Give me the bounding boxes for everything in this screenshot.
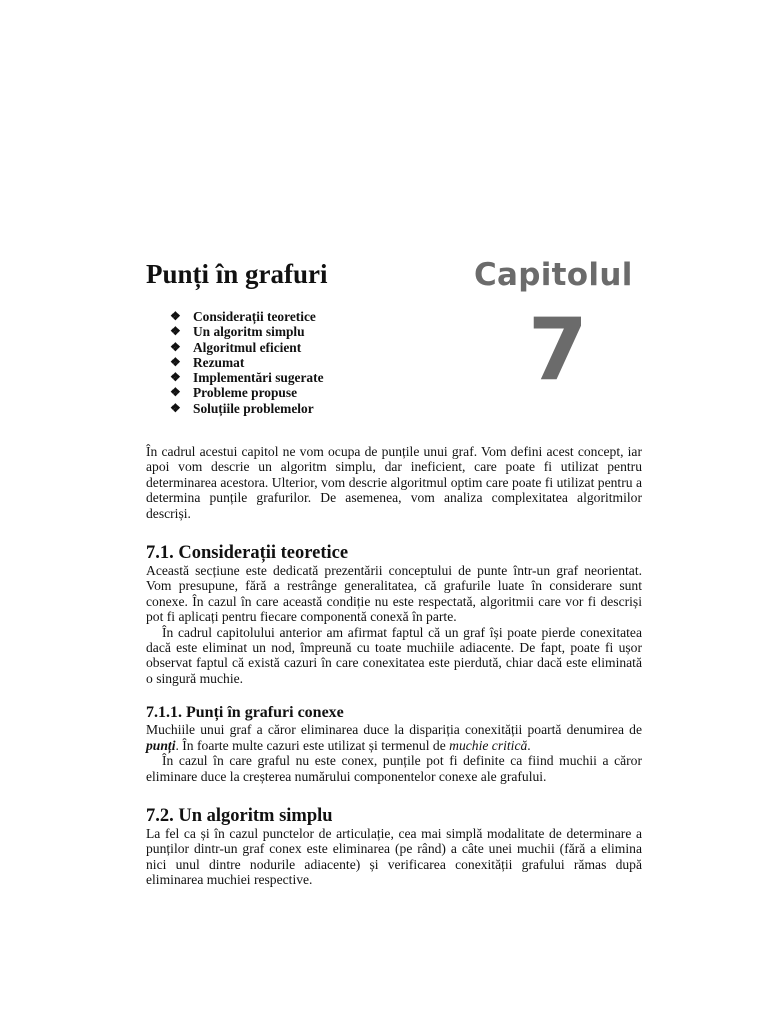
chapter-number: 7 xyxy=(528,300,588,400)
section-7-1-paragraph-1: Această secțiune este dedicată prezentării conceptului de punte într-un graf neorientat. Vom presupune, fără a restrânge generalitatea, că grafurile luate în considerare sunt conexe. În cazul în care această condiție nu este respectată, algoritmii care vor fi descriși pot fi aplicați pentru fiecare componentă conexă în parte. xyxy=(146,563,642,625)
diamond-bullet-icon: ❖ xyxy=(170,385,181,400)
toc-item xyxy=(170,309,324,324)
chapter-contents-list xyxy=(170,309,324,416)
toc-item xyxy=(170,370,324,385)
toc-item xyxy=(170,385,324,400)
term-punti: punți xyxy=(146,737,176,753)
section-7-1-1-paragraph-1 xyxy=(146,722,642,753)
toc-item-label: Algoritmul eficient xyxy=(193,339,302,355)
section-heading-7-2: 7.2. Un algoritm simplu xyxy=(146,805,333,826)
section-heading-7-1: 7.1. Considerații teoretice xyxy=(146,543,349,564)
toc-item xyxy=(170,401,324,416)
diamond-bullet-icon: ❖ xyxy=(170,339,181,354)
diamond-bullet-icon: ❖ xyxy=(170,354,181,369)
diamond-bullet-icon: ❖ xyxy=(170,309,181,323)
toc-item xyxy=(170,324,324,339)
paragraph-text: . xyxy=(527,737,531,753)
section-7-2-paragraph-1: La fel ca și în cazul punctelor de articulație, cea mai simplă modalitate de determinare a punților dintr-un graf conex este eliminarea (pe rând) a câte unei muchii (fără a elimina nici unul dintre nodurile adiacente) și verificarea conexității grafului rămas după eliminarea muchiei respective. xyxy=(146,825,642,888)
diamond-bullet-icon: ❖ xyxy=(170,370,181,385)
toc-item xyxy=(170,355,324,370)
section-7-1-1-paragraph-2: În cazul în care graful nu este conex, punțile pot fi definite ca fiind muchii a căror eliminare duce la creșterea numărului componentelor conexe ale grafului. xyxy=(146,753,642,784)
paragraph-text: Muchiile unui graf a căror eliminarea duce la dispariția conexității poartă denumirea de xyxy=(146,722,642,738)
chapter-body xyxy=(146,444,642,888)
term-muchie-critica: muchie critică xyxy=(449,737,528,753)
toc-item xyxy=(170,340,324,355)
section-7-1-paragraph-2: În cadrul capitolului anterior am afirmat faptul că un graf își poate pierde conexitatea dacă este eliminat un nod, împreună cu toate muchiile adiacente. De fapt, poate fi ușor observat faptul că există cazuri în care conexitatea este pierdută, chiar dacă este eliminată o singură muchie. xyxy=(146,624,642,686)
intro-paragraph: În cadrul acestui capitol ne vom ocupa de punțile unui graf. Vom defini acest concept, iar apoi vom descrie un algoritm simplu, dar ineficient, care poate fi utilizat pentru determinarea acestora. Ulterior, vom descrie algoritmul optim care poate fi utilizat pentru a determina punțile grafurilor. De asemenea, vom analiza complexitatea algoritmilor descriși. xyxy=(146,444,642,521)
chapter-title: Punți în grafuri xyxy=(146,259,328,289)
toc-item-label: Soluțiile problemelor xyxy=(193,400,314,416)
section-heading-7-1-1: 7.1.1. Punți în grafuri conexe xyxy=(146,704,344,722)
diamond-bullet-icon: ❖ xyxy=(170,324,181,339)
toc-item-label: Considerații teoretice xyxy=(193,309,316,324)
toc-item-label: Probleme propuse xyxy=(193,385,298,401)
paragraph-text: . În foarte multe cazuri este utilizat și termenul de xyxy=(175,737,450,753)
toc-item-label: Un algoritm simplu xyxy=(193,324,305,340)
diamond-bullet-icon: ❖ xyxy=(170,400,181,415)
chapter-label: Capitolul xyxy=(474,257,633,293)
toc-item-label: Rezumat xyxy=(193,354,245,370)
toc-item-label: Implementări sugerate xyxy=(193,370,324,386)
